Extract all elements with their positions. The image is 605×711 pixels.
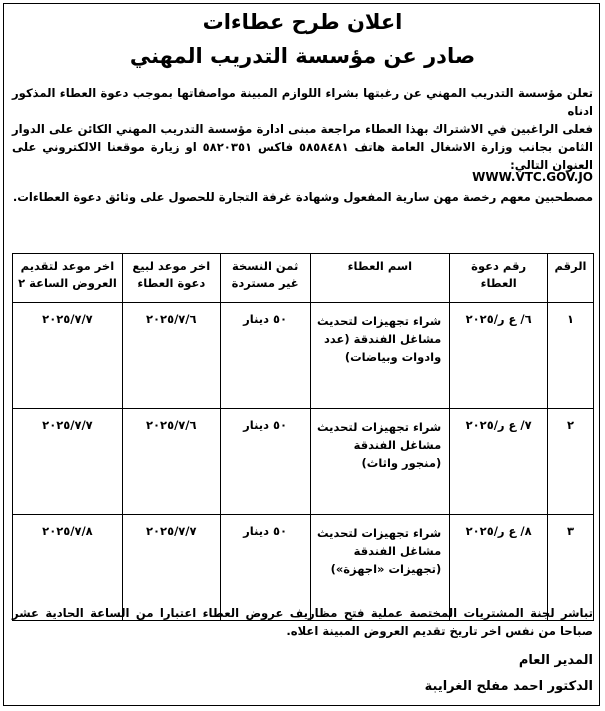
table-row <box>13 409 594 515</box>
intro-paragraph: تعلن مؤسسة التدريب المهني عن رغبتها بشراء اللوازم المبينة مواصفاتها بموجب دعوة العطاء المذكور ادناه <box>12 86 593 118</box>
cell-copy-price: ٥٠ دينار <box>220 409 310 515</box>
cell-submit-deadline: ٢٠٢٥/٧/٧ <box>13 303 123 409</box>
requirements-paragraph: مصطحبين معهم رخصة مهن سارية المفعول وشهادة غرفة التجارة للحصول على وثائق دعوة العطاءات. <box>12 190 593 204</box>
cell-sale-deadline: ٢٠٢٥/٧/٦ <box>122 303 220 409</box>
announcement-title: اعلان طرح عطاءات <box>202 10 403 34</box>
tenders-table <box>12 253 594 621</box>
header-copy-price: ثمن النسخة غير مستردة <box>220 254 310 303</box>
header-tender-code: رقم دعوة العطاء <box>450 254 548 303</box>
cell-tender-name: شراء تجهيزات لتحديث مشاغل الفندقة (عدد وادوات وبياضات) <box>310 303 450 409</box>
instructions-paragraph: فعلى الراغبين في الاشتراك بهذا العطاء مراجعة مبنى ادارة مؤسسة التدريب المهني الكائن على الدوار الثامن بجانب وزارة الاشغال العامة هاتف ٥٨٥٨٤٨١ فاكس ٥٨٢٠٣٥١ او زيارة موقعنا الالكتروني على العنوان التالي: <box>12 122 594 172</box>
cell-number: ٣ <box>548 515 594 621</box>
signature-title: المدير العام <box>518 653 593 668</box>
cell-copy-price: ٥٠ دينار <box>220 515 310 621</box>
table-row <box>13 303 594 409</box>
cell-submit-deadline: ٢٠٢٥/٧/٨ <box>13 515 123 621</box>
table-header-row <box>13 254 594 303</box>
cell-tender-code: ٧/ ع ر/٢٠٢٥ <box>450 409 548 515</box>
header-submit-deadline: اخر موعد لتقديم العروض الساعة ٢ <box>13 254 123 303</box>
cell-tender-code: ٨/ ع ر/٢٠٢٥ <box>450 515 548 621</box>
website-url: WWW.VTC.GOV.JO <box>472 170 593 184</box>
cell-sale-deadline: ٢٠٢٥/٧/٦ <box>122 409 220 515</box>
cell-sale-deadline: ٢٠٢٥/٧/٧ <box>122 515 220 621</box>
signature-name: الدكتور احمد مفلح الغرايبة <box>424 679 593 694</box>
opening-note: تباشر لجنة المشتريات المختصة عملية فتح مظاريف عروض العطاء اعتبارا من الساعة الحادية عشر صباحا من نفس اخر تاريخ تقديم العروض المبينة اعلاه. <box>12 606 593 638</box>
issuer-title: صادر عن مؤسسة التدريب المهني <box>129 44 476 68</box>
cell-number: ٢ <box>548 409 594 515</box>
header-number: الرقم <box>548 254 594 303</box>
cell-number: ١ <box>548 303 594 409</box>
cell-tender-name: شراء تجهيزات لتحديث مشاغل الفندقة (منجور واثاث) <box>310 409 450 515</box>
header-sale-deadline: اخر موعد لبيع دعوة العطاء <box>122 254 220 303</box>
cell-tender-code: ٦/ ع ر/٢٠٢٥ <box>450 303 548 409</box>
header-tender-name: اسم العطاء <box>310 254 450 303</box>
cell-copy-price: ٥٠ دينار <box>220 303 310 409</box>
cell-tender-name: شراء تجهيزات لتحديث مشاغل الفندقة (تجهيزات «اجهزة») <box>310 515 450 621</box>
cell-submit-deadline: ٢٠٢٥/٧/٧ <box>13 409 123 515</box>
